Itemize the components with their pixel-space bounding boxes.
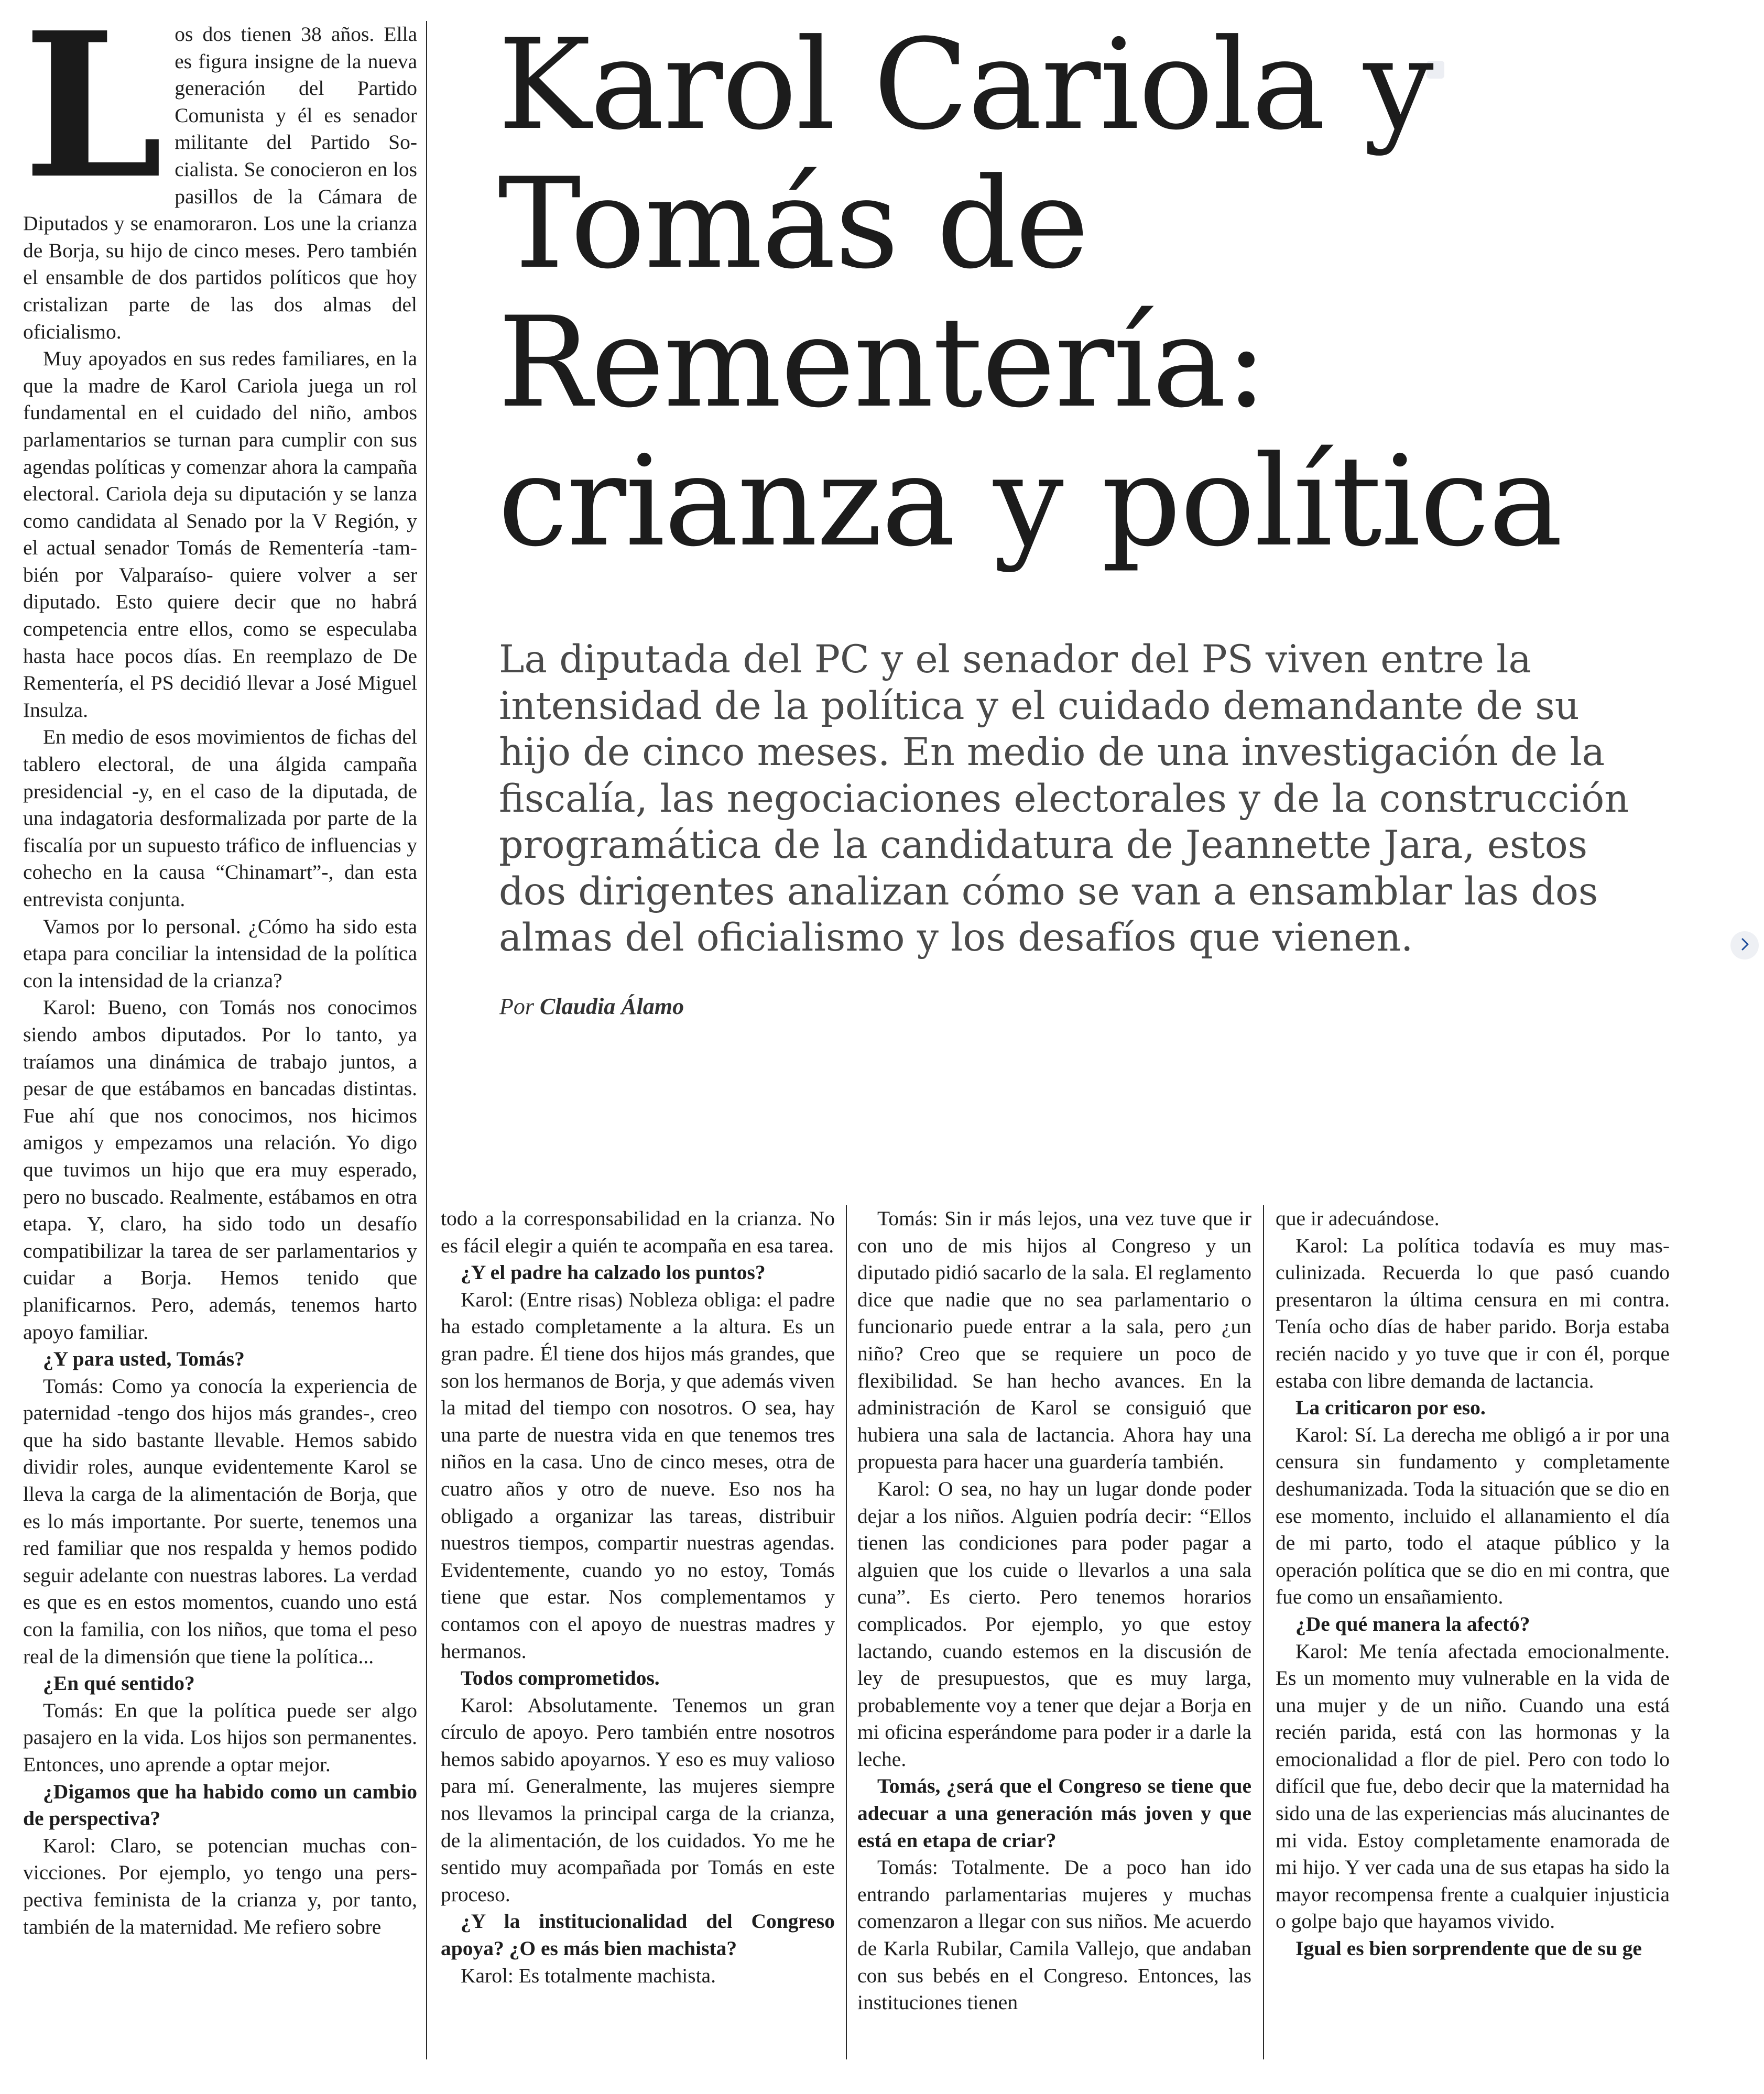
interview-question: ¿Y para usted, Tomás? — [43, 1347, 245, 1371]
body-paragraph: Tomás: Como ya conocía la experiencia de paternidad -tengo dos hijos más grandes-, creo que ha sido bastante llevable. Hemos sabido dividir roles, aunque evidentemente Karol se lleva la carga de la alimentación de Borja, que es lo más importante. Por suerte, tenemos una red familiar que nos respalda y hemos podido seguir adelante con nuestras labores. La verdad es que es en estos momentos, cuando uno está con la familia, con los niños, que toma el peso real de la dimensión que tiene la política... — [23, 1374, 417, 1668]
column-3 — [857, 1205, 1251, 2016]
body-paragraph: Tomás: En que la política puede ser algo pasajero en la vida. Los hijos son permanentes. Entonces, uno aprende a optar mejor. — [23, 1698, 417, 1776]
interview-question: La criticaron por eso. — [1295, 1396, 1486, 1420]
body-paragraph: Karol: Absolutamente. Tenemos un gran círculo de apoyo. Pero también entre nosotros hemos sabido apoyarnos. Y eso es muy valioso para mí. Generalmente, las mujeres siempre nos llevamos la principal carga de la crianza, de la alimentación, de los cuidados. Yo me he sentido muy acompañada por Tomás en este proceso. — [441, 1693, 835, 1906]
body-paragraph: Karol: Es totalmente machista. — [461, 1964, 716, 1987]
next-page-button[interactable] — [1730, 931, 1759, 959]
body-paragraph: os dos tienen 38 años. Ella es figura insigne de la nueva generación del Partido Comunista y él es senador militante del Partido Socialista. Se conocieron en los pasillos de la Cámara de Diputados y se enamoraron. Los une la crianza de Borja, su hijo de cinco meses. Pero también el ensamble de dos partidos políticos que hoy cristalizan parte de las dos almas del oficialismo. — [23, 23, 417, 343]
byline — [499, 993, 684, 1020]
drop-cap: L — [23, 0, 164, 223]
body-paragraph: Karol: (Entre risas) Nobleza obliga: el padre ha estado completamente a la altura. Es un gran padre. Él tiene dos hijos más grandes, que son los hermanos de Borja, y que además viven la mitad del tiempo con nosotros. O sea, hay una parte de nuestra vida en que tenemos tres niños en la casa. Uno de cinco meses, otra de cuatro años y otro de nueve. Eso nos ha obligado a organizar las tareas, distribuir nuestros tiempos, compartir nuestras agendas. Evidentemente, cuando yo no estoy, Tomás tiene que estar. Nos complementamos y contamos con el apoyo de nuestras madres y hermanos. — [441, 1288, 835, 1663]
interview-question: ¿Digamos que ha habido como un cambio de perspectiva? — [23, 1780, 417, 1830]
interview-question: Tomás, ¿será que el Congreso se tiene que adecuar a una generación más joven y que está en etapa de criar? — [857, 1774, 1251, 1852]
column-4 — [1276, 1205, 1670, 1962]
chevron-right-icon — [1737, 936, 1752, 955]
column-2 — [441, 1205, 835, 1989]
byline-author: Claudia Álamo — [540, 994, 684, 1019]
body-paragraph: todo a la corresponsabilidad en la crianza. No es fácil elegir a quién te acompaña en esa tarea. — [441, 1207, 835, 1257]
body-paragraph: Karol: O sea, no hay un lugar donde poder dejar a los niños. Alguien podría decir: “Ellos tienen las condiciones para poder pagar a alguien que los cuide o llevarlos a una sala cuna”. Es cierto. Pero tenemos horarios complicados. Por ejemplo, yo que estoy lactando, cuando estemos en la discusión de ley de presupuestos, que es muy larga, probablemente voy a tener que dejar a Borja en mi oficina esperándome para poder ir a darle la leche. — [857, 1477, 1251, 1771]
body-paragraph: Tomás: Sin ir más lejos, una vez tuve que ir con uno de mis hijos al Congreso y un diputado pidió sacarlo de la sala. El reglamento dice que nadie que no sea parlamentario o funcionario puede entrar a la sala, pero ¿un niño? Creo que se requiere un poco de flexibilidad. Se han hecho avances. En la administración de Karol se consiguió que hubiera una sala de lactancia. Ahora hay una propuesta para hacer una guardería también. — [857, 1207, 1251, 1474]
body-paragraph: Muy apoyados en sus redes familiares, en la que la madre de Karol Cariola juega un rol fundamental en el cuidado del niño, ambos parlamentarios se turnan para cumplir con sus agendas políticas y comenzar ahora la campaña electoral. Cariola deja su diputación y se lanza como candidata al Senado por la V Región, y el actual senador Tomás de Rementería -también por Valparaíso- quiere volver a ser diputado. Esto quiere decir que no habrá competencia entre ellos, como se especulaba hasta hace pocos días. En reemplazo de De Rementería, el PS decidió llevar a José Miguel Insulza. — [23, 347, 417, 722]
interview-question: ¿Y el padre ha calzado los puntos? — [461, 1261, 766, 1284]
interview-question: ¿En qué sentido? — [43, 1672, 195, 1695]
interview-question: Igual es bien sorprendente que de su ge — [1295, 1937, 1642, 1960]
body-paragraph: que ir adecuándose. — [1276, 1207, 1440, 1230]
column-rule-2 — [846, 1205, 847, 2059]
column-1 — [23, 0, 417, 1940]
body-paragraph: Karol: Bueno, con Tomás nos conocimos siendo ambos diputados. Por lo tanto, ya traíamos una dinámica de trabajo juntos, a pesar de que estábamos en bancadas distintas. Fue ahí que nos conocimos, nos hicimos amigos y empezamos una relación. Yo digo que tuvimos un hijo que era muy esperado, pero no buscado. Realmente, estábamos en otra etapa. Y, claro, ha sido todo un desafío compatibilizar la tarea de ser parlamentarios y cuidar a Borja. Hemos tenido que planificarnos. Pero, además, tenemos harto apoyo familiar. — [23, 996, 417, 1344]
dek: La diputada del PC y el senador del PS viven entre la intensidad de la política y el cuidado demandante de su hijo de cinco meses. En medio de una investigación de la fiscalía, las negociaciones electorales y de la construcción programática de la candidatura de Jeannette Jara, estos dos dirigentes analizan cómo se van a ensamblar las dos almas del oficialismo y los desafíos que vienen. — [499, 637, 1629, 960]
interview-question: Todos comprometidos. — [461, 1666, 660, 1690]
interview-question: ¿De qué manera la afectó? — [1295, 1612, 1530, 1635]
body-paragraph: Vamos por lo personal. ¿Cómo ha sido esta etapa para conciliar la intensidad de la política con la intensidad de la crianza? — [23, 914, 417, 992]
body-paragraph: Karol: Claro, se potencian muchas convicciones. Por ejemplo, yo tengo una perspectiva feminista de la crianza y, por tanto, también de la maternidad. Me refiero sobre — [23, 1834, 417, 1938]
column-rule-1 — [426, 21, 427, 2059]
body-paragraph: En medio de esos movimientos de fichas del tablero electoral, de una álgida campaña presidencial -y, en el caso de la diputada, de una indagatoria desformalizada por parte de la fiscalía por un supuesto tráfico de influencias y cohecho en la causa “Chinamart”-, dan esta entrevista conjunta. — [23, 725, 417, 911]
chevron-right-svg — [1737, 936, 1752, 952]
interview-question: ¿Y la institucionalidad del Congreso apoya? ¿O es más bien machista? — [441, 1910, 835, 1960]
body-paragraph: Karol: Sí. La derecha me obligó a ir por una censura sin fundamento y completamente deshumanizada. Toda la situación que se dio en ese momento, incluido el allanamiento el día de mi parto, todo el ataque público y la operación política que se dio en mi contra, que fue como un ensañamiento. — [1276, 1423, 1670, 1609]
headline: Karol Cariola y Tomás de Rementería: crianza y política — [498, 13, 1562, 574]
column-rule-3 — [1263, 1205, 1264, 2059]
body-paragraph: Tomás: Totalmente. De a poco han ido entrando parlamentarias mujeres y muchas comenzaron a llegar con sus niños. Me acuerdo de Karla Rubilar, Camila Vallejo, que andaban con sus bebés en el Congreso. Entonces, las instituciones tienen — [857, 1856, 1251, 2014]
body-paragraph: Karol: Me tenía afectada emocionalmente. Es un momento muy vulnerable en la vida de una mujer y de un niño. Cuando una está recién parida, está con las hormonas y la emocionalidad a flor de piel. Pero con todo lo difícil que fue, debo decir que la maternidad ha sido una de las experiencias más alucinantes de mi vida. Estoy completamente enamorada de mi hijo. Y ver cada una de sus etapas ha sido la mayor recompensa frente a cualquier injusticia o golpe bajo que hayamos vivido. — [1276, 1639, 1670, 1933]
body-paragraph: Karol: La política todavía es muy masculinizada. Recuerda lo que pasó cuando presentaron la última censura en mi contra. Tenía ocho días de haber parido. Borja estaba recién nacido y yo tuve que ir con él, porque estaba con libre demanda de lactancia. — [1276, 1234, 1670, 1392]
byline-prefix: Por — [499, 994, 534, 1019]
